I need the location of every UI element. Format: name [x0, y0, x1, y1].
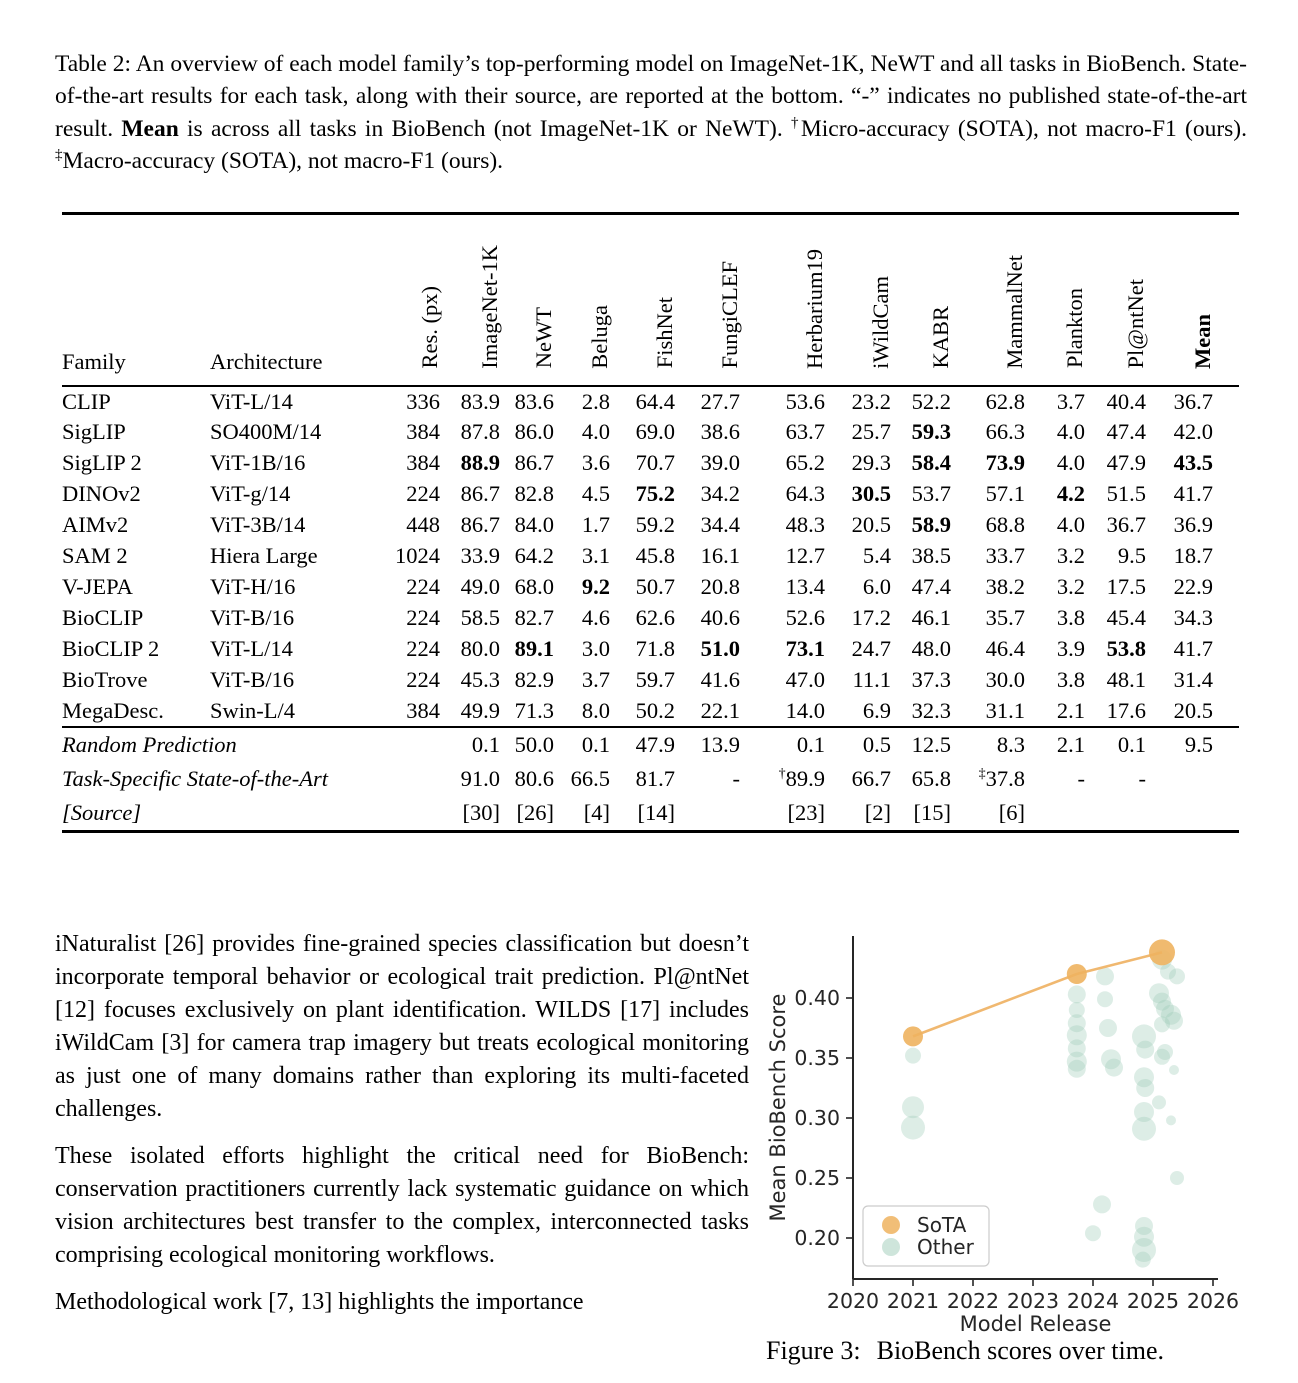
table-cell: 30.0: [985, 667, 1025, 692]
table-cell: ViT-L/14: [210, 388, 293, 414]
table-cell: BioCLIP 2: [62, 636, 160, 661]
table-cell: 80.0: [460, 636, 500, 661]
table-cell: 16.1: [700, 543, 740, 568]
x-tick-label: 2023: [1006, 1289, 1060, 1313]
table-cell: 224: [406, 636, 440, 661]
table-cell: 0.1: [581, 731, 610, 757]
table-cell: 59.3: [911, 419, 951, 444]
data-point-other: [901, 1116, 925, 1140]
x-tick-label: 2026: [1186, 1289, 1240, 1313]
table-cell: 71.3: [514, 697, 554, 723]
data-point-other: [1169, 1065, 1179, 1075]
table-cell: 27.7: [700, 388, 740, 414]
col-header-iwildcam: iWildCam: [867, 275, 893, 369]
table-cell: 0.5: [862, 731, 891, 757]
table-cell: 51.5: [1106, 481, 1146, 506]
table-cell: 45.8: [635, 543, 675, 568]
table-cell: 63.7: [785, 419, 825, 444]
table-cell: BioCLIP: [62, 605, 144, 630]
table-cell: 14.0: [785, 697, 825, 723]
table-cell: 45.4: [1106, 605, 1146, 630]
footer-row-label: Task-Specific State-of-the-Art: [62, 766, 328, 791]
table-cell: 20.5: [851, 512, 891, 537]
table-cell: 448: [406, 512, 440, 537]
table-cell: CLIP: [62, 388, 111, 414]
col-header-mean: Mean: [1189, 313, 1215, 369]
figure-caption-text: BioBench scores over time.: [876, 1336, 1164, 1365]
data-point-other: [905, 1048, 921, 1064]
table-cell: 17.2: [851, 605, 891, 630]
legend-label-other: Other: [917, 1235, 974, 1259]
y-tick-label: 0.30: [794, 1106, 840, 1130]
legend: [863, 1206, 989, 1266]
col-header-imagenet-1k: ImageNet-1K: [476, 244, 502, 369]
table-cell: 4.0: [1056, 419, 1085, 444]
paragraph-isolated-efforts: These isolated efforts highlight the critical need for BioBench: conservation practitioners currently lack systematic guidance on which vision architectures best transfer to the complex, interconnected tasks comprising ecological monitoring workflows.: [55, 1143, 749, 1268]
y-tick-label: 0.25: [794, 1166, 840, 1190]
table-cell: 29.3: [851, 450, 891, 475]
table-cell: 17.6: [1106, 697, 1146, 723]
table-cell: -: [1077, 766, 1085, 791]
data-point-sota: [1149, 939, 1175, 965]
table-cell: 86.7: [514, 450, 554, 475]
table-cell: ViT-L/14: [210, 636, 293, 661]
table-cell: 69.0: [635, 419, 675, 444]
data-point-other: [1132, 1117, 1156, 1141]
data-point-other: [1170, 1171, 1184, 1185]
data-point-other: [1068, 1060, 1086, 1078]
table-cell: 91.0: [460, 766, 500, 791]
table-cell: 13.4: [785, 574, 825, 599]
table-cell: [26]: [516, 800, 554, 826]
data-point-other: [1152, 1095, 1166, 1109]
table-cell: [6]: [998, 800, 1025, 826]
table-cell: 73.1: [785, 636, 825, 661]
table-cell: 42.0: [1173, 419, 1213, 444]
table-cell: 31.1: [985, 697, 1025, 723]
biobench-scatter-chart: [765, 933, 1298, 1343]
header-row: [62, 214, 1239, 386]
col-header-fungiclef: FungiCLEF: [716, 260, 742, 369]
table-row-bioclip-2: [62, 634, 1239, 665]
table-cell: 0.1: [1117, 731, 1146, 757]
table-cell: 20.8: [700, 574, 740, 599]
table-cell: 83.6: [514, 388, 554, 414]
data-point-other: [1166, 1115, 1176, 1125]
data-point-sota: [903, 1026, 923, 1046]
table-cell: 82.7: [514, 605, 554, 630]
table-cell: 43.5: [1173, 450, 1213, 475]
table-cell: Swin-L/4: [210, 697, 296, 723]
table-cell: 82.9: [514, 667, 554, 692]
table-cell: 75.2: [635, 481, 675, 506]
table-cell: -: [732, 766, 740, 791]
caption-text: Table 2: An overview of each model family’s top-performing model on ImageNet-1K, NeWT and all tasks in BioBench. State-of-the-art results for each task, along with their source, are reported at the bottom. “-” indicates no published state-of-the-art result.: [55, 50, 1247, 142]
caption-text: Micro-accuracy (SOTA), not macro-F1 (ours).: [800, 115, 1248, 142]
table-cell: 71.8: [635, 636, 675, 661]
col-header-res-px: Res. (px): [416, 286, 442, 369]
data-point-other: [1093, 1195, 1111, 1213]
table-cell: [1025, 797, 1085, 832]
table-cell: 34.3: [1173, 605, 1213, 630]
table-cell: 384: [406, 697, 440, 723]
table-cell: 34.4: [700, 512, 740, 537]
legend-marker-other: [882, 1238, 900, 1256]
data-point-other: [1097, 991, 1113, 1007]
table-cell: 3.1: [581, 543, 610, 568]
data-point-other: [1068, 985, 1086, 1003]
table-cell: 25.7: [851, 419, 891, 444]
data-point-other: [1096, 967, 1114, 985]
table-cell: MegaDesc.: [62, 697, 164, 723]
table-cell: ViT-B/16: [210, 605, 295, 630]
footer-row-label: Random Prediction: [62, 731, 237, 757]
paragraph-inaturalist: iNaturalist [26] provides fine-grained species classification but doesn’t incorporate temporal behavior or ecological trait prediction. Pl@ntNet [12] focuses exclusively on plant identification. WILDS [17] includes iWildCam [3] for camera trap imagery but treats ecological monitoring as just one of many domains rather than exploring its multi-faceted challenges.: [55, 931, 749, 1122]
table-cell: SigLIP: [62, 419, 126, 444]
table-cell: 11.1: [852, 667, 891, 692]
table-cell: 48.1: [1106, 667, 1146, 692]
table-cell: ViT-B/16: [210, 667, 295, 692]
data-point-sota: [1067, 964, 1087, 984]
x-axis-label: Model Release: [959, 1312, 1112, 1336]
table-cell: 1.7: [581, 512, 610, 537]
table-cell: 88.9: [460, 450, 500, 475]
table-cell: [14]: [637, 800, 675, 826]
table-cell: 52.6: [785, 605, 825, 630]
table-cell: 33.9: [460, 543, 500, 568]
table-cell: 53.6: [785, 388, 825, 414]
table-cell: 48.3: [785, 512, 825, 537]
table-cell: 20.5: [1173, 697, 1213, 723]
table-cell: 64.2: [514, 543, 554, 568]
table-cell: 3.7: [1056, 388, 1085, 414]
figure-caption-prefix: Figure 3:: [766, 1336, 861, 1365]
footer-row-source: [62, 797, 1239, 832]
table-cell: 41.7: [1173, 481, 1213, 506]
data-point-other: [902, 1096, 924, 1118]
table-cell: 36.9: [1173, 512, 1213, 537]
table-cell: 47.9: [1106, 450, 1146, 475]
table-row-biotrove: [62, 665, 1239, 696]
table-cell: 4.6: [581, 605, 610, 630]
table-cell: 81.7: [635, 766, 675, 791]
col-header-newt: NeWT: [530, 307, 556, 369]
table-cell: [1146, 762, 1239, 797]
table-cell: 5.4: [862, 543, 891, 568]
table-cell: 34.2: [700, 481, 740, 506]
table-cell: 46.4: [985, 636, 1025, 661]
table-cell: 3.0: [581, 636, 610, 661]
footer-row-label: [Source]: [62, 800, 142, 826]
table-cell: 89.1: [514, 636, 554, 661]
table-cell: 224: [406, 605, 440, 630]
table-cell: 65.8: [911, 766, 951, 791]
table-cell: 6.9: [862, 697, 891, 723]
table-cell: 23.2: [851, 388, 891, 414]
table-cell: 22.1: [700, 697, 740, 723]
table-cell: 68.0: [514, 574, 554, 599]
table-cell: 32.3: [911, 697, 951, 723]
table-cell: 50.2: [635, 697, 675, 723]
table-cell: -: [1138, 766, 1146, 791]
table-cell: 36.7: [1106, 512, 1146, 537]
col-header-plankton: Plankton: [1061, 288, 1087, 369]
table-cell: 38.2: [985, 574, 1025, 599]
table-row-siglip-2: [62, 448, 1239, 479]
table-cell: 62.6: [635, 605, 675, 630]
table-cell: 65.2: [785, 450, 825, 475]
table-cell: 30.5: [851, 481, 891, 506]
table-cell: 62.8: [985, 388, 1025, 414]
table-cell: 31.4: [1173, 667, 1213, 692]
table-cell: 50.7: [635, 574, 675, 599]
table-cell: 83.9: [460, 388, 500, 414]
table-cell: 73.9: [985, 450, 1025, 475]
table-cell: 38.6: [700, 419, 740, 444]
table-cell: 53.8: [1106, 636, 1146, 661]
table-cell: 2.1: [1056, 731, 1085, 757]
table-cell: 3.2: [1056, 543, 1085, 568]
table-cell: ViT-H/16: [210, 574, 296, 599]
table-row-clip: [62, 386, 1239, 417]
x-tick-label: 2022: [946, 1289, 1000, 1313]
table-cell: 4.5: [581, 481, 610, 506]
table-cell: 8.3: [996, 731, 1025, 757]
table-cell: 40.6: [700, 605, 740, 630]
table-cell: BioTrove: [62, 667, 148, 692]
table-cell: 41.6: [700, 667, 740, 692]
table-cell: †89.9: [778, 766, 825, 791]
table-cell: 224: [406, 481, 440, 506]
table-cell: 47.0: [785, 667, 825, 692]
table-cell: 41.7: [1173, 636, 1213, 661]
table-cell: 4.0: [581, 419, 610, 444]
data-point-other: [1105, 1059, 1123, 1077]
table-cell: 12.7: [785, 543, 825, 568]
col-header-pl-ntnet: Pl@ntNet: [1122, 279, 1148, 369]
table-cell: 37.3: [911, 667, 951, 692]
table-cell: 57.1: [985, 481, 1025, 506]
y-tick-label: 0.40: [794, 986, 840, 1010]
table-cell: 3.7: [581, 667, 610, 692]
double-dagger-symbol: ‡: [55, 147, 63, 164]
caption-text: is across all tasks in BioBench (not ImageNet-1K or NeWT).: [178, 115, 791, 142]
table-cell: 384: [406, 450, 440, 475]
data-point-other: [1154, 1016, 1170, 1032]
x-tick-label: 2024: [1066, 1289, 1120, 1313]
table-cell: [1146, 797, 1239, 832]
data-point-other: [1136, 1041, 1154, 1059]
y-tick-label: 0.35: [794, 1046, 840, 1070]
sota-trend-line: [913, 952, 1162, 1036]
table-cell: 87.8: [460, 419, 500, 444]
table-cell: [4]: [583, 800, 610, 826]
table-cell: 224: [406, 574, 440, 599]
table-cell: [675, 797, 740, 832]
table-cell: 224: [406, 667, 440, 692]
table-cell: 3.6: [581, 450, 610, 475]
table-cell: 47.4: [1106, 419, 1146, 444]
table-cell: 59.7: [635, 667, 675, 692]
x-tick-label: 2025: [1126, 1289, 1180, 1313]
footer-row-random-prediction: [62, 727, 1239, 762]
table-cell: 0.1: [796, 731, 825, 757]
results-table-wrap: [62, 212, 1236, 833]
table-cell: 51.0: [700, 636, 740, 661]
table-cell: 45.3: [460, 667, 500, 692]
x-tick-label: 2021: [886, 1289, 940, 1313]
table-cell: 6.0: [862, 574, 891, 599]
table-cell: 336: [406, 388, 440, 414]
table-cell: 66.5: [570, 766, 610, 791]
table-row-aimv2: [62, 510, 1239, 541]
table-cell: 86.7: [460, 481, 500, 506]
table-cell: ViT-3B/14: [210, 512, 306, 537]
dagger-symbol: †: [790, 114, 801, 131]
table-cell: 84.0: [514, 512, 554, 537]
table-cell: 9.5: [1117, 543, 1146, 568]
table-cell: 9.5: [1184, 731, 1213, 757]
table-cell: ViT-1B/16: [210, 450, 306, 475]
table-cell: Hiera Large: [210, 543, 318, 568]
table-cell: 53.7: [911, 481, 951, 506]
col-header-mammalnet: MammalNet: [1001, 254, 1027, 369]
y-axis-label: Mean BioBench Score: [766, 993, 790, 1222]
x-tick-label: 2020: [826, 1289, 880, 1313]
table-cell: 66.3: [985, 419, 1025, 444]
table-cell: 17.5: [1106, 574, 1146, 599]
table-cell: 50.0: [514, 731, 554, 757]
table-cell: 47.9: [635, 731, 675, 757]
caption-text: Macro-accuracy (SOTA), not macro-F1 (ours).: [62, 148, 504, 175]
data-point-other: [1099, 1019, 1117, 1037]
table-cell: [23]: [787, 800, 825, 826]
table-cell: V-JEPA: [62, 574, 133, 599]
table-cell: ‡37.8: [978, 766, 1025, 791]
col-header-beluga: Beluga: [586, 304, 612, 369]
figure-3: [765, 933, 1298, 1343]
table-cell: 4.2: [1056, 481, 1085, 506]
table-cell: 3.8: [1056, 605, 1085, 630]
table-cell: 384: [406, 419, 440, 444]
figure-caption: [766, 1336, 1298, 1366]
col-header-fishnet: FishNet: [651, 297, 677, 369]
table-cell: 82.8: [514, 481, 554, 506]
paragraph-methodological: Methodological work [7, 13] highlights the importance: [55, 1289, 584, 1315]
legend-label-sota: SoTA: [917, 1213, 967, 1237]
data-point-other: [1154, 1049, 1170, 1065]
table-cell: 58.9: [911, 512, 951, 537]
table-cell: 24.7: [851, 636, 891, 661]
table-cell: 86.7: [460, 512, 500, 537]
table-cell: 33.7: [985, 543, 1025, 568]
table-cell: 22.9: [1173, 574, 1213, 599]
table-cell: 86.0: [514, 419, 554, 444]
y-tick-label: 0.20: [794, 1226, 840, 1250]
table-cell: DINOv2: [62, 481, 141, 506]
table-cell: 52.2: [911, 388, 951, 414]
table-cell: SAM 2: [62, 543, 128, 568]
table-cell: 38.5: [911, 543, 951, 568]
table-cell: 40.4: [1106, 388, 1146, 414]
table-cell: SO400M/14: [210, 419, 322, 444]
table-row-dinov2: [62, 479, 1239, 510]
table-cell: 3.2: [1056, 574, 1085, 599]
table-cell: 64.4: [635, 388, 675, 414]
table-row-sam-2: [62, 541, 1239, 572]
data-point-other: [1135, 1252, 1151, 1268]
table-cell: SigLIP 2: [62, 450, 142, 475]
table-cell: 58.4: [911, 450, 951, 475]
table-cell: AIMv2: [62, 512, 129, 537]
table-row-siglip: [62, 417, 1239, 448]
table-cell: 80.6: [514, 766, 554, 791]
table-cell: 59.2: [635, 512, 675, 537]
table-cell: 0.1: [471, 731, 500, 757]
table-row-megadesc: [62, 696, 1239, 727]
table-cell: 70.7: [635, 450, 675, 475]
table-cell: 9.2: [581, 574, 610, 599]
table-cell: 2.8: [581, 388, 610, 414]
col-header-family: Family: [62, 348, 126, 374]
table-cell: [30]: [462, 800, 500, 826]
data-point-other: [1085, 1225, 1101, 1241]
col-header-kabr: KABR: [927, 305, 953, 369]
table-row-bioclip: [62, 603, 1239, 634]
table-cell: 49.0: [460, 574, 500, 599]
table-cell: ViT-g/14: [210, 481, 291, 506]
table-cell: [2]: [864, 800, 891, 826]
table-cell: [1085, 797, 1146, 832]
table-cell: 36.7: [1173, 388, 1213, 414]
table-cell: 48.0: [911, 636, 951, 661]
table-cell: 1024: [395, 543, 440, 568]
table-row-v-jepa: [62, 572, 1239, 603]
table-cell: 68.8: [985, 512, 1025, 537]
table-cell: 8.0: [581, 697, 610, 723]
model-results-table: [62, 212, 1239, 833]
footer-row-task-specific-state-of-the-art: [62, 762, 1239, 797]
table-cell: 2.1: [1056, 697, 1085, 723]
table-cell: 39.0: [700, 450, 740, 475]
table-cell: 47.4: [911, 574, 951, 599]
caption-bold-mean: Mean: [121, 115, 179, 142]
data-point-other: [1169, 968, 1185, 984]
data-point-other: [1136, 1079, 1154, 1097]
col-header-herbarium19: Herbarium19: [801, 248, 827, 369]
table-cell: 12.5: [911, 731, 951, 757]
table-cell: 4.0: [1056, 450, 1085, 475]
body-text-column: [55, 928, 749, 1333]
table-cell: 58.5: [460, 605, 500, 630]
table-cell: 3.8: [1056, 667, 1085, 692]
table-cell: 46.1: [911, 605, 951, 630]
table-cell: 13.9: [700, 731, 740, 757]
table-caption: [55, 48, 1247, 178]
table-cell: 64.3: [785, 481, 825, 506]
table-cell: 49.9: [460, 697, 500, 723]
legend-marker-sota: [882, 1216, 900, 1234]
table-cell: 3.9: [1056, 636, 1085, 661]
table-cell: 35.7: [985, 605, 1025, 630]
col-header-architecture: Architecture: [210, 348, 323, 374]
table-cell: [15]: [913, 800, 951, 826]
table-cell: 4.0: [1056, 512, 1085, 537]
table-cell: 66.7: [851, 766, 891, 791]
table-cell: 18.7: [1173, 543, 1213, 568]
